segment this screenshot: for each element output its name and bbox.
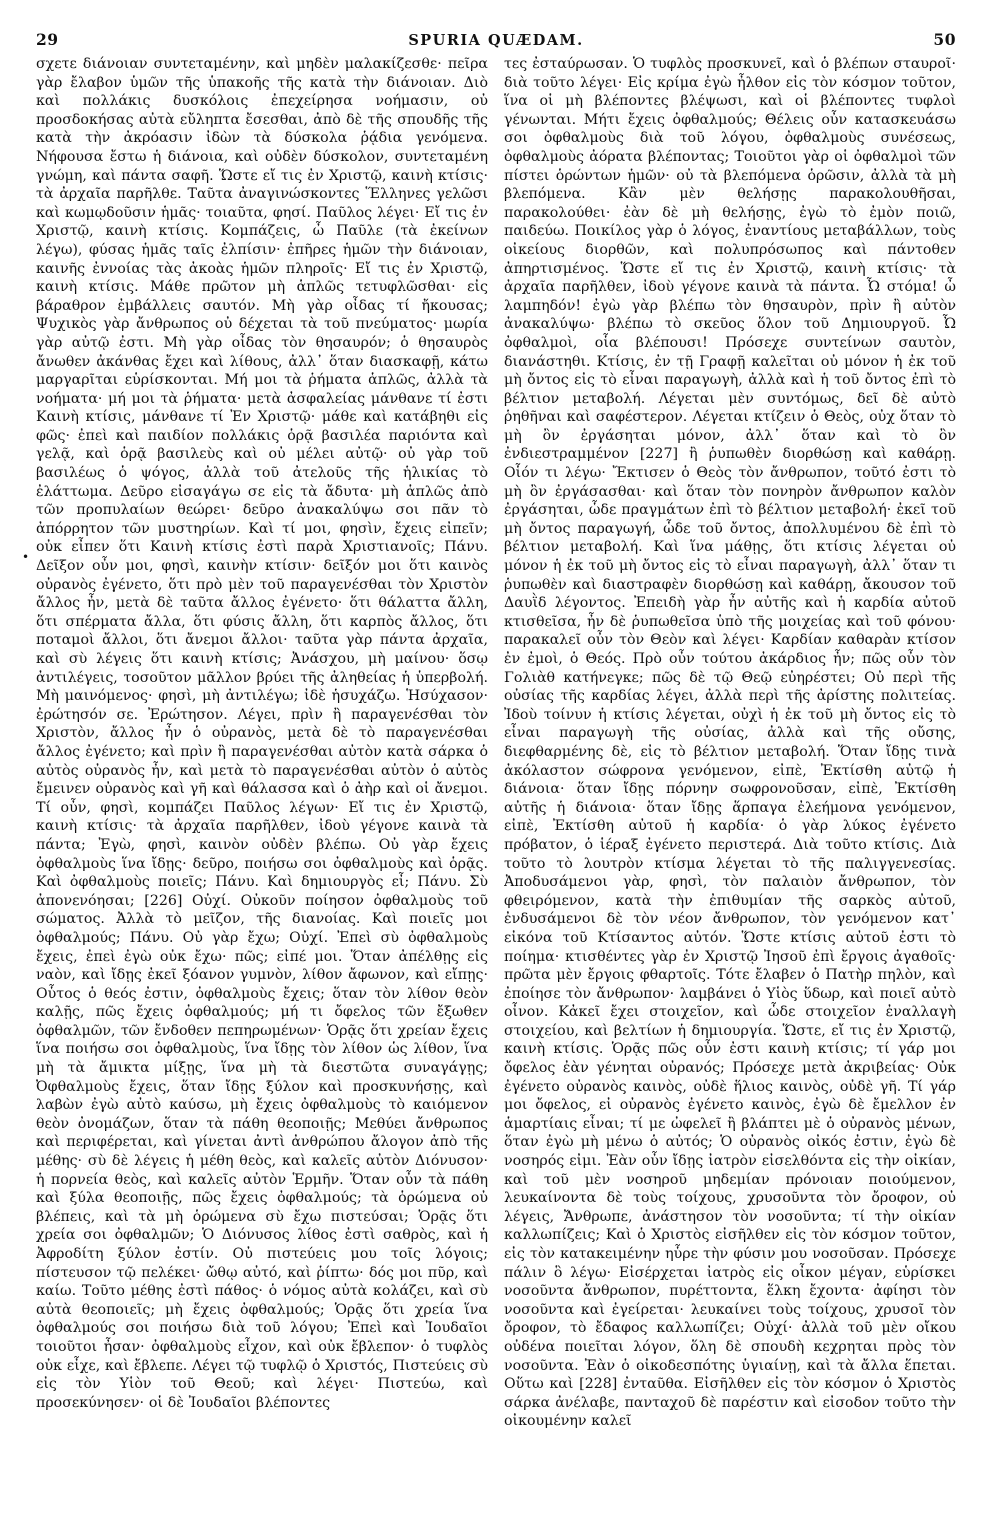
page-number-left: 29	[36, 30, 59, 49]
running-title: SPURIA QUÆDAM.	[408, 32, 584, 49]
page-number-right: 50	[933, 30, 956, 49]
right-column-text: τες ἐσταύρωσαν. Ὁ τυφλὸς προσκυνεῖ, καὶ ὁ βλέπων σταυροῖ· διὰ τοῦτο λέγει· Εἰς κρίμα ἐγὼ ἦλθον εἰς τὸν κόσμον τοῦτον, ἵνα οἱ μὴ βλέποντες βλέψωσι, καὶ οἱ βλέποντες τυφλοὶ γένωνται. Μήτι ἔχεις ὀφθαλμούς; Θέλεις οὖν κατασκευάσω σοι ὀφθαλμοὺς διὰ τοῦ λόγου, ὀφθαλμοὺς συνέσεως, ὀφθαλμοὺς ἀόρατα βλέποντας; Τοιοῦτοι γὰρ οἱ ὀφθαλμοὶ τῶν πίστει ὁρώντων ἡμῶν· οὐ τὰ βλεπόμενα ὁρῶσιν, ἀλλὰ τὰ μὴ βλεπόμενα. Κἂν μὲν θελήσῃς παρακολουθῆσαι, παρακολούθει· ἐὰν δὲ μὴ θελήσῃς, ἐγὼ τὸ ἐμὸν ποιῶ, παιδεύω. Ποικίλος γὰρ ὁ λόγος, ἐναντίους μεταβάλλων, τοὺς οἰκείους διορθῶν, καὶ πολυπρόσωπος καὶ πάντοθεν ἀπηρτισμένος. Ὥστε εἴ τις ἐν Χριστῷ, καινὴ κτίσις· τὰ ἀρχαῖα παρῆλθεν, ἰδοὺ γέγονε καινὰ τὰ πάντα. Ὦ στόμα! ὦ λαμπηδόν! ἐγὼ γὰρ βλέπω τὸν θησαυρὸν, πρὶν ἢ αὐτὸν ἀνακαλύψω· βλέπω τὸ σκεῦος ὅλον τοῦ Δημιουργοῦ. Ὦ ὀφθαλμοὶ, οἷα βλέπουσι! Πρόσεχε συντείνων σαυτὸν, διανάστηθι. Κτίσις, ἐν τῇ Γραφῇ καλεῖται οὐ μόνον ἡ ἐκ τοῦ μὴ ὄντος εἰς τὸ εἶναι παραγωγὴ, ἀλλὰ καὶ ἡ τοῦ ὄντος ἐπὶ τὸ βέλτιον μεταβολή. Λέγεται μὲν συντόμως, δεῖ δὲ αὐτὸ ῥηθῆναι καὶ σαφέστερον. Λέγεται κτίζειν ὁ Θεὸς, οὐχ ὅταν τὸ μὴ ὂν ἐργάσηται μόνον, ἀλλ᾽ ὅταν καὶ τὸ ὂν ἐνδιεστραμμένον [227] ἢ ῥυπωθὲν διορθώσῃ καὶ καθάρῃ. Οἷόν τι λέγω· Ἔκτισεν ὁ Θεὸς τὸν ἄνθρωπον, τοῦτό ἐστι τὸ μὴ ὂν ἐργάσασθαι· καὶ ὅταν τὸν πονηρὸν ἄνθρωπον καλὸν ἐργάσηται, ὧδε πραγμάτων ἐπὶ τὸ βέλτιον μεταβολή· ἐκεῖ τοῦ μὴ ὄντος παραγωγή, ὧδε τοῦ ὄντος, ἀπολλυμένου δὲ ἐπὶ τὸ βέλτιον μεταβολή. Καὶ ἵνα μάθῃς, ὅτι κτίσις λέγεται οὐ μόνον ἡ ἐκ τοῦ μὴ ὄντος εἰς τὸ εἶναι παραγωγὴ, ἀλλ᾽ ὅταν τι ῥυπωθὲν καὶ διαστραφὲν διορθώσῃ καὶ καθάρῃ, ἄκουσον τοῦ Δαυῒδ λέγοντος. Ἐπειδὴ γὰρ ἦν αὐτῆς καὶ ἡ καρδία αὐτοῦ κτισθεῖσα, ἦν δὲ ῥυπωθεῖσα ὑπὸ τῆς μοιχείας καὶ τοῦ φόνου· παρακαλεῖ οὖν τὸν Θεὸν καὶ λέγει· Καρδίαν καθαρὰν κτίσον ἐν ἐμοὶ, ὁ Θεός. Πρὸ οὖν τούτου ἀκάρδιος ἦν; πῶς οὖν τὸν Γολιὰθ κατήνεγκε; πῶς δὲ τῷ Θεῷ εὐηρέστει; Οὐ περὶ τῆς οὐσίας τῆς καρδίας λέγει, ἀλλὰ περὶ τῆς ἀρίστης πολιτείας. Ἰδοὺ τοίνυν ἡ κτίσις λέγεται, οὐχὶ ἡ ἐκ τοῦ μὴ ὄντος εἰς τὸ εἶναι παραγωγὴ τῆς οὐσίας, ἀλλὰ καὶ τῆς οὔσης, διεφθαρμένης δὲ, εἰς τὸ βέλτιον μεταβολή. Ὅταν ἴδῃς τινὰ ἀκόλαστον σώφρονα γενόμενον, εἰπὲ, Ἐκτίσθη αὐτῷ ἡ διάνοια· ὅταν ἴδῃς πόρνην σωφρονοῦσαν, εἰπὲ, Ἐκτίσθη αὐτῆς ἡ διάνοια· ὅταν ἴδῃς ἅρπαγα ἐλεήμονα γενόμενον, εἰπὲ, Ἐκτίσθη αὐτοῦ ἡ καρδία· ὁ γὰρ λύκος ἐγένετο πρόβατον, ὁ ἱέραξ ἐγένετο περιστερά. Διὰ τοῦτο κτίσις. Διὰ τοῦτο τὸ λουτρὸν κτίσμα λέγεται τὸ τῆς παλιγγενεσίας. Ἀποδυσάμενοι γὰρ, φησὶ, τὸν παλαιὸν ἄνθρωπον, τὸν φθειρόμενον, κατὰ τὴν ἐπιθυμίαν τῆς σαρκὸς αὐτοῦ, ἐνδυσάμενοι δὲ τὸν νέον ἄνθρωπον, τὸν γενόμενον κατ᾽ εἰκόνα τοῦ Κτίσαντος αὐτόν. Ὥστε κτίσις αὐτοῦ ἐστι τὸ ποίημα· κτισθέντες γὰρ ἐν Χριστῷ Ἰησοῦ ἐπὶ ἔργοις ἀγαθοῖς· πρῶτα μὲν ἔργοις φθαρτοῖς. Τότε ἔλαβεν ὁ Πατὴρ πηλὸν, καὶ ἐποίησε τὸν ἄνθρωπον· λαμβάνει ὁ Υἱὸς ὕδωρ, καὶ ποιεῖ αὐτὸ οἶνον. Κἀκεῖ ἔχει στοιχεῖον, καὶ ὧδε στοιχεῖον ἐναλλαγὴ στοιχείου, καὶ βελτίων ἡ δημιουργία. Ὥστε, εἴ τις ἐν Χριστῷ, καινὴ κτίσις. Ὁρᾷς πῶς οὖν ἐστι καινὴ κτίσις; τί γάρ μοι ὄφελος ἐὰν γένηται οὐρανός; Πρόσεχε μετὰ ἀκριβείας· Οὐκ ἐγένετο οὐρανὸς καινὸς, οὐδὲ ἥλιος καινὸς, οὐδὲ γῆ. Τί γάρ μοι ὄφελος, εἰ οὐρανὸς ἐγένετο καινὸς, ἐγὼ δὲ ἔμελλον ἐν ἁμαρτίαις εἶναι; τί με ὠφελεῖ ἢ βλάπτει μὲ ὁ οὐρανὸς μένων, ὅταν ἐγὼ μὴ μένω ὁ αὐτός; Ὁ οὐρανὸς οἰκός ἐστιν, ἐγὼ δὲ νοσηρός εἰμι. Ἐὰν οὖν ἴδῃς ἰατρὸν εἰσελθόντα εἰς τὴν οἰκίαν, καὶ τοῦ μὲν νοσηροῦ μηδεμίαν πρόνοιαν ποιούμενον, λευκαίνοντα δὲ τοὺς τοίχους, χρυσοῦντα τὸν ὄροφον, οὐ λέγεις, Ἄνθρωπε, ἀνάστησον τὸν νοσοῦντα; τί τὴν οἰκίαν καλλωπίζεις; Καὶ ὁ Χριστὸς εἰσῆλθεν εἰς τὸν κόσμον τοῦτον, εἰς τὸν κατακειμένην ηὗρε τὴν φύσιν μου νοσοῦσαν. Πρόσεχε πάλιν ὃ λέγω· Εἰσέρχεται ἰατρὸς εἰς οἶκον μέγαν, εὑρίσκει νοσοῦντα ἄνθρωπον, πυρέττοντα, ἕλκη ἔχοντα· ἀφίησι τὸν νοσοῦντα καὶ ἐγείρεται· λευκαίνει τοὺς τοίχους, χρυσοῖ τὸν ὄροφον, τὸ ἔδαφος καλλωπίζει; Οὐχί· ἀλλὰ τοῦ μὲν οἴκου οὐδένα ποιεῖται λόγον, ὅλη δὲ σπουδὴ κεχρηται πρὸς τὸν νοσοῦντα. Ἐὰν ὁ οἰκοδεσπότης ὑγιαίνῃ, καὶ τὰ ἄλλα ἕπεται. Οὕτω καὶ [228] ἐνταῦθα. Εἰσῆλθεν εἰς τὸν κόσμον ὁ Χριστὸς σάρκα ἀνέλαβε, πανταχοῦ δὲ παρέστιν καὶ εἰσοδον τοῦτο τὴν οἰκουμένην καλεῖ	[504, 56, 956, 1430]
left-column-text: σχετε διάνοιαν συντεταμένην, καὶ μηδὲν μαλακίζεσθε· πεῖρα γὰρ ἔλαβον ὑμῶν τῆς ὑπακοῆς τῆς κατὰ τὴν διάνοιαν. Διὸ καὶ πολλάκις δυσκόλοις ἐπεχείρησα νοήμασιν, οὐ προσδοκήσας αὐτὰ εὔληπτα ἔσεσθαι, ἀπὸ δὲ τῆς σπουδῆς τῆς κατὰ τὴν ἀκρόασιν ἰδὼν τὰ δύσκολα ῥᾴδια γενόμενα. Νήφουσα ἔστω ἡ διάνοια, καὶ οὐδὲν δύσκολον, συντεταμένη γνώμη, καὶ πάντα σαφῆ. Ὥστε εἴ τις ἐν Χριστῷ, καινὴ κτίσις· τὰ ἀρχαῖα παρῆλθε. Ταῦτα ἀναγινώσκοντες Ἕλληνες γελῶσι καὶ κωμῳδοῦσιν ἡμᾶς· τοιαῦτα, φησί. Παῦλος λέγει· Εἴ τις ἐν Χριστῷ, καινὴ κτίσις. Κομπάζεις, ὦ Παῦλε (τὰ ἐκείνων λέγω), φύσας ἡμᾶς ταῖς ἐλπίσιν· ἐπῆρες ἡμῶν τὴν διάνοιαν, καινῆς ἐννοίας τὰς ἀκοὰς ἡμῶν πληροῖς· Εἴ τις ἐν Χριστῷ, καινὴ κτίσις. Μάθε πρῶτον μὴ ἁπλῶς τετυφλῶσθαι· εἰς βάραθρον ἐμβάλλεις σαυτόν. Μὴ γὰρ οἶδας τί ἤκουσας; Ψυχικὸς γὰρ ἄνθρωπος οὐ δέχεται τὰ τοῦ πνεύματος· μωρία γὰρ αὐτῷ ἐστι. Μὴ γὰρ οἶδας τὸν θησαυρόν; ὁ θησαυρὸς ἄνωθεν ἀκάνθας ἔχει καὶ λίθους, ἀλλ᾽ ὅταν διασκαφῇ, κάτω μαργαρῖται εὑρίσκονται. Μή μοι τὰ ῥήματα ἁπλῶς, ἀλλὰ τὰ νοήματα· μή μοι τὰ ῥήματα· μετὰ ἀσφαλείας μάνθανε τί ἐστι Καινὴ κτίσις, μάνθανε τί Ἐν Χριστῷ· μάθε καὶ κατάβηθι εἰς φῶς· ἐπεὶ καὶ παιδίον πολλάκις ὁρᾷ βασιλέα παριόντα καὶ γελᾷ, καὶ ὁρᾷ βασιλεὺς καὶ οὐ μέλει αὐτῷ· οὐ γὰρ τοῦ βασιλέως ὁ ψόγος, ἀλλὰ τοῦ ἀτελοῦς τῆς ἡλικίας τὸ ἐλάττωμα. Δεῦρο εἰσαγάγω σε εἰς τὰ ἄδυτα· μὴ ἁπλῶς ἀπὸ τῶν προπυλαίων θεώρει· δεῦρο ἀνακαλύψω σοι πᾶν τὸ ἀπόρρητον τῶν μυστηρίων. Καὶ τί μοι, φησὶν, ἔχεις εἰπεῖν; οὐκ εἶπεν ὅτι Καινὴ κτίσις ἐστὶ παρὰ Χριστιανοῖς; Πάνυ. Δεῖξον οὖν μοι, φησὶ, καινὴν κτίσιν· δεῖξόν μοι ὅτι καινὸς οὐρανὸς ἐγένετο, ὅτι πρὸ μὲν τοῦ παραγενέσθαι τὸν Χριστὸν ἄλλος ἦν, μετὰ δὲ ταῦτα ἄλλος ἐγένετο· ὅτι θάλαττα ἄλλη, ὅτι σπέρματα ἄλλα, ὅτι φύσις ἄλλη, ὅτι καρπὸς ἄλλος, ὅτι ποταμοὶ ἄλλοι, ὅτι ἄνεμοι ἄλλοι· ταῦτα γὰρ πάντα ἀρχαῖα, καὶ σὺ λέγεις ὅτι καινὴ κτίσις; Ἀνάσχου, μὴ μαίνου· ὅσῳ ἀντιλέγεις, τοσοῦτον μᾶλλον βρύει τῆς ἀληθείας ἡ ὑπερβολή. Μὴ μαινόμενος· φησὶ, μὴ ἀντιλέγω; ἰδὲ ἡσυχάζω. Ἡσύχασον· ἐρώτησόν σε. Ἐρώτησον. Λέγει, πρὶν ἢ παραγενέσθαι τὸν Χριστὸν, ἄλλος ἦν ὁ οὐρανὸς, μετὰ δὲ τὸ παραγενέσθαι ἄλλος ἐγένετο; καὶ πρὶν ἢ παραγενέσθαι αὐτὸν κατὰ σάρκα ὁ αὐτὸς οὐρανὸς ἦν, καὶ μετὰ τὸ παραγενέσθαι αὐτὸν ὁ αὐτὸς ἔμεινεν οὐρανὸς καὶ γῆ καὶ θάλασσα καὶ ὁ ἀὴρ καὶ οἱ ἄνεμοι. Τί οὖν, φησὶ, κομπάζει Παῦλος λέγων· Εἴ τις ἐν Χριστῷ, καινὴ κτίσις· τὰ ἀρχαῖα παρῆλθεν, ἰδοὺ γέγονε καινὰ τὰ πάντα; Ἐγὼ, φησὶ, καινὸν οὐδὲν βλέπω. Οὐ γὰρ ἔχεις ὀφθαλμοὺς ἵνα ἴδῃς· δεῦρο, ποιήσω σοι ὀφθαλμοὺς καὶ ὁρᾷς. Καὶ ὀφθαλμοὺς ποιεῖς; Πάνυ. Καὶ δημιουργὸς εἶ; Πάνυ. Σὺ ἀπονενόησαι; [226] Οὐχί. Οὐκοῦν ποίησον ὀφθαλμοὺς τοῦ σώματος. Ἀλλὰ τὸ μεῖζον, τῆς διανοίας. Καὶ ποιεῖς μοι ὀφθαλμούς; Πάνυ. Οὐ γὰρ ἔχω; Οὐχί. Ἐπεὶ σὺ ὀφθαλμοὺς ἔχεις, ἐπεὶ ἐγὼ οὐκ ἔχω· πῶς; εἰπέ μοι. Ὅταν ἀπέλθῃς εἰς ναὸν, καὶ ἴδῃς ἐκεῖ ξόανον γυμνὸν, λίθον ἄφωνον, καὶ εἴπῃς· Οὗτος ὁ θεός ἐστιν, ὀφθαλμοὺς ἔχεις; ὅταν τὸν λίθον θεὸν καλῇς, πῶς ἔχεις ὀφθαλμούς; μή τι ὄφελος τῶν ἔξωθεν ὀφθαλμῶν, τῶν ἔνδοθεν πεπηρωμένων· Ὁρᾷς ὅτι χρείαν ἔχεις ἵνα ποιήσω σοι ὀφθαλμοὺς, ἵνα ἴδῃς τὸν λίθον ὡς λίθον, ἵνα μὴ τὰ ἄμικτα μίξῃς, ἵνα μὴ τὰ διεστῶτα συναγάγῃς; Ὀφθαλμοὺς ἔχεις, ὅταν ἴδῃς ξύλον καὶ προσκυνήσῃς, καὶ λαβὼν ἐγὼ αὐτὸ καύσω, μὴ ἔχεις ὀφθαλμοὺς τὸ καιόμενον θεὸν ὀνομάζων, ὅταν τὰ πάθη θεοποιῇς; Μεθύει ἄνθρωπος καὶ περιφέρεται, καὶ γίνεται ἀντὶ ἀνθρώπου ἄλογον ἀπὸ τῆς μέθης· σὺ δὲ λέγεις ἡ μέθη θεὸς, καὶ καλεῖς αὐτὸν Διόνυσον· ἡ πορνεία θεὸς, καὶ καλεῖς αὐτὸν Ἑρμῆν. Ὅταν οὖν τὰ πάθη καὶ ξύλα θεοποιῇς, πῶς ἔχεις ὀφθαλμούς; τὰ ὁρώμενα οὐ βλέπεις, καὶ τὰ μὴ ὁρώμενα σὺ ἔχω πιστεύσαι; Ὁρᾷς ὅτι χρεία σοι ὀφθαλμῶν; Ὁ Διόνυσος λίθος ἐστὶ σαθρὸς, καὶ ἡ Ἀφροδίτη ξύλον ἐστίν. Οὐ πιστεύεις μου τοῖς λόγοις; πίστευσον τῷ πελέκει· ὤθῳ αὐτό, καὶ ῥίπτω· δός μοι πῦρ, καὶ καίω. Τοῦτο μέθης ἐστὶ πάθος· ὁ νόμος αὐτὰ κολάζει, καὶ σὺ αὐτὰ θεοποιεῖς; μὴ ἔχεις ὀφθαλμούς; Ὁρᾷς ὅτι χρεία ἵνα ὀφθαλμούς σοι ποιήσω διὰ τοῦ λόγου; Ἐπεὶ καὶ Ἰουδαῖοι τοιοῦτοι ἦσαν· ὀφθαλμοὺς εἶχον, καὶ οὐκ ἔβλεπον· ὁ τυφλὸς οὐκ εἶχε, καὶ ἔβλεπε. Λέγει τῷ τυφλῷ ὁ Χριστός, Πιστεύεις σὺ εἰς τὸν Υἱὸν τοῦ Θεοῦ; καὶ λέγει· Πιστεύω, καὶ προσεκύνησεν· οἱ δὲ Ἰουδαῖοι βλέποντες	[36, 56, 488, 1411]
text-columns	[36, 55, 956, 1535]
margin-bullet-icon: •	[22, 550, 30, 564]
running-head	[36, 30, 956, 49]
